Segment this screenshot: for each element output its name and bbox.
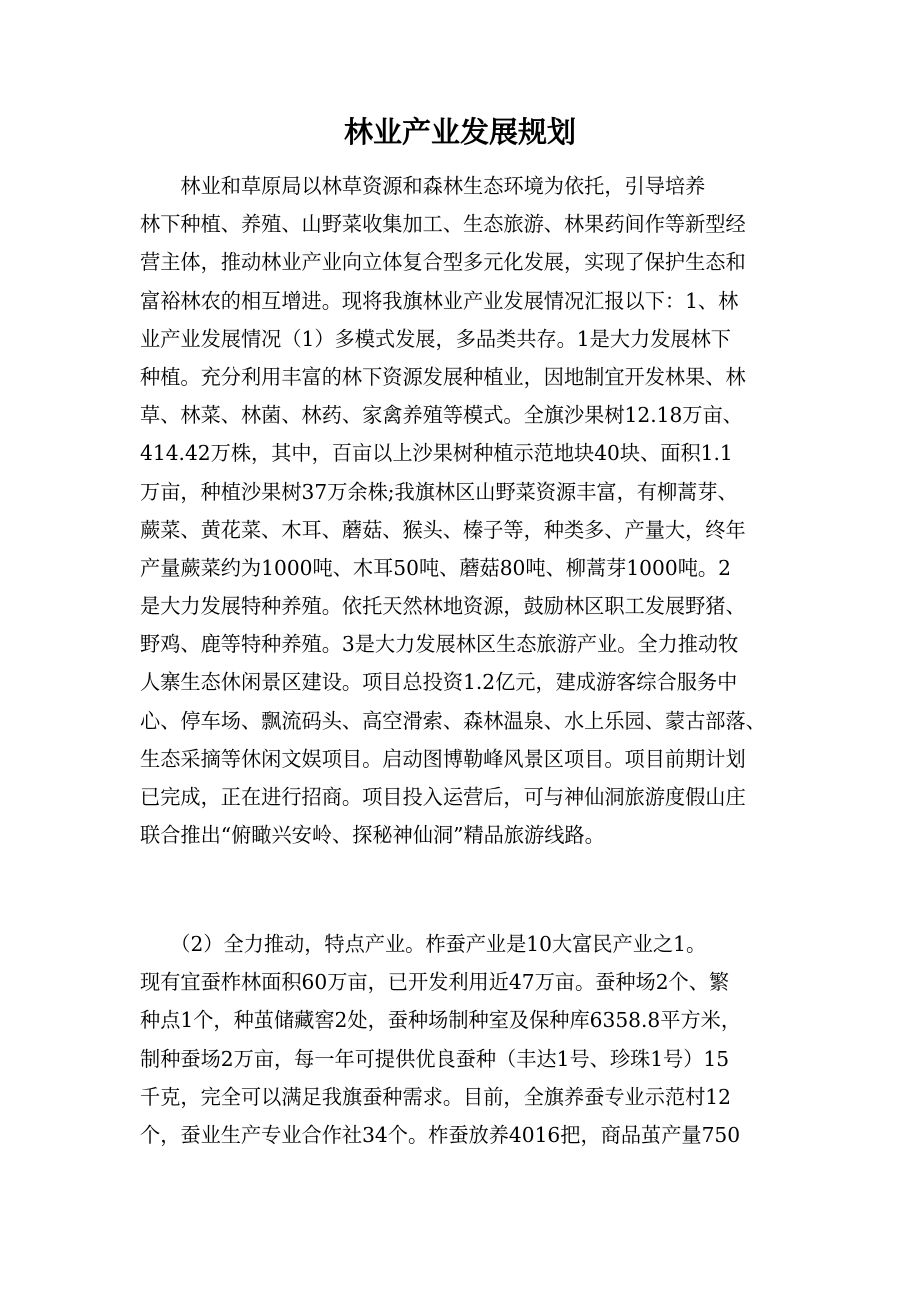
text-line: 种植。充分利用丰富的林下资源发展种植业，因地制宜开发林果、林 xyxy=(140,364,746,389)
text-line: 蕨菜、黄花菜、木耳、蘑菇、猴头、榛子等，种类多、产量大，终年 xyxy=(140,517,746,542)
text-line: 业产业发展情况（1）多模式发展，多品类共存。1是大力发展林下 xyxy=(140,326,731,351)
text-line: 生态采摘等休闲文娱项目。启动图博勒峰风景区项目。项目前期计划 xyxy=(140,746,746,771)
text-line: 人寨生态休闲景区建设。项目总投资1.2亿元，建成游客综合服务中 xyxy=(140,670,738,695)
text-line: 已完成，正在进行招商。项目投入运营后，可与神仙洞旅游度假山庄 xyxy=(140,785,746,809)
text-line: （2）全力推动，特点产业。柞蚕产业是10大富民产业之1。 xyxy=(140,932,707,956)
text-line: 现有宜蚕柞林面积60万亩，已开发利用近47万亩。蚕种场2个、繁 xyxy=(140,970,730,995)
text-line: 林业和草原局以林草资源和森林生态环境为依托，引导培养 xyxy=(140,174,706,198)
text-line: 野鸡、鹿等特种养殖。3是大力发展林区生态旅游产业。全力推动牧 xyxy=(140,632,739,657)
text-line: 心、停车场、飘流码头、高空滑索、森林温泉、水上乐园、蒙古部落、 xyxy=(140,708,766,733)
text-line: 林下种植、养殖、山野菜收集加工、生态旅游、林果药间作等新型经 xyxy=(140,212,746,237)
text-line: 万亩，种植沙果树37万余株;我旗林区山野菜资源丰富，有柳蒿芽、 xyxy=(140,479,738,504)
text-line: 制种蚕场2万亩，每一年可提供优良蚕种（丰达1号、珍珠1号）15 xyxy=(140,1046,730,1071)
text-line: 富裕林农的相互增进。现将我旗林业产业发展情况汇报以下：1、林 xyxy=(140,288,739,313)
text-line: 414.42万株，其中，百亩以上沙果树种植示范地块40块、面积1.1 xyxy=(140,441,733,466)
text-line: 草、林菜、林菌、林药、家禽养殖等模式。全旗沙果树12.18万亩、 xyxy=(140,403,743,428)
text-line: 种点1个，种茧储藏窖2处，蚕种场制种室及保种库6358.8平方米， xyxy=(140,1008,742,1033)
text-line: 千克，完全可以满足我旗蚕种需求。目前，全旗养蚕专业示范村12 xyxy=(140,1084,731,1109)
text-line: 是大力发展特种养殖。依托天然林地资源，鼓励林区职工发展野猪、 xyxy=(140,594,746,619)
paragraph-tussah-silkworm-industry xyxy=(140,925,780,1154)
paragraph-forestry-overview xyxy=(140,167,780,854)
text-line: 个，蚕业生产专业合作社34个。柞蚕放养4016把，商品茧产量750 xyxy=(140,1122,741,1147)
document-title: 林业产业发展规划 xyxy=(343,115,576,149)
text-line: 营主体，推动林业产业向立体复合型多元化发展，实现了保护生态和 xyxy=(140,250,746,275)
text-line: 联合推出“俯瞰兴安岭、探秘神仙洞”精品旅游线路。 xyxy=(140,823,605,848)
text-line: 产量蕨菜约为1000吨、木耳50吨、蘑菇80吨、柳蒿芽1000吨。2 xyxy=(140,555,731,580)
